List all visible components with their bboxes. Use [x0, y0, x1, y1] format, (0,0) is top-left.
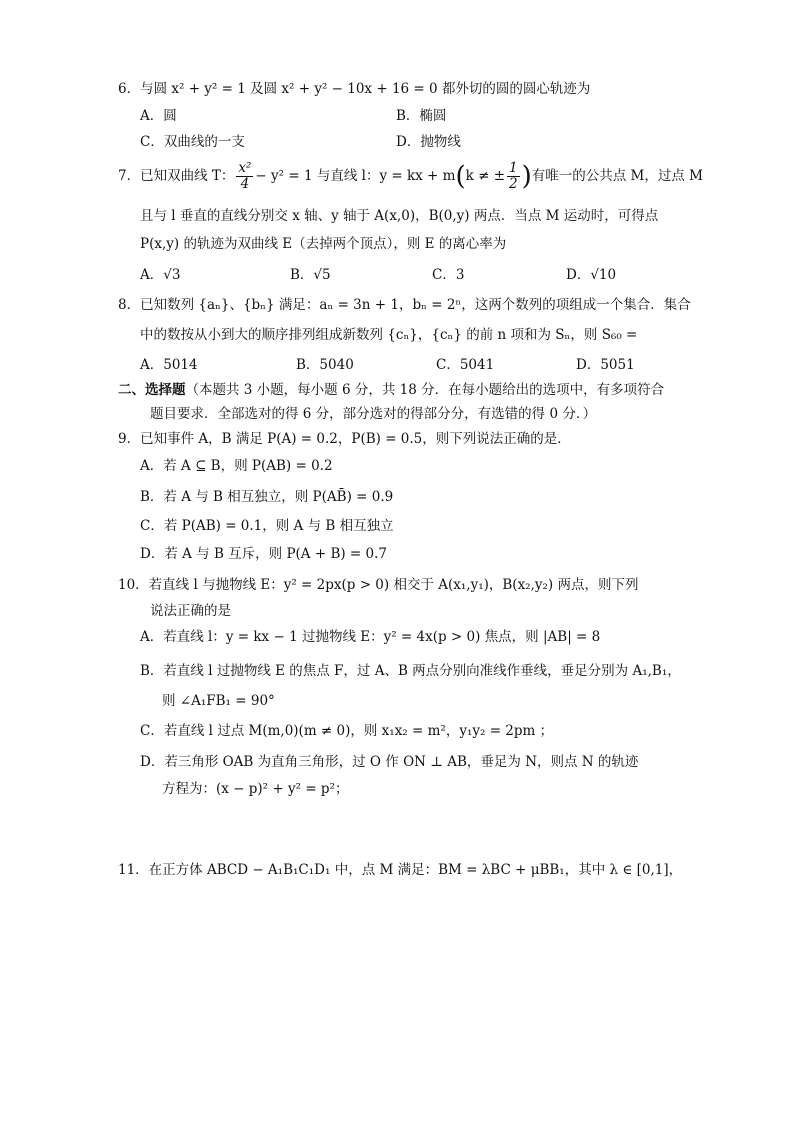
- q10-line-2: 说法正确的是: [150, 603, 231, 619]
- q9-option-c: C．若 P(AB) = 0.1，则 A 与 B 相互独立: [140, 518, 394, 534]
- q7-right-paren: ): [521, 161, 532, 192]
- q9-stem: 9．已知事件 A，B 满足 P(A) = 0.2，P(B) = 0.5，则下列说法正确的是．: [118, 431, 571, 447]
- q8-option-a: A．5014: [140, 357, 198, 373]
- q7-fraction: [236, 161, 253, 192]
- q10-option-c: C．若直线 l 过点 M(m,0)(m ≠ 0)，则 x₁x₂ = m²，y₁y₂ = 2pm ；: [140, 723, 554, 739]
- q8-option-b: B．5040: [296, 357, 354, 373]
- q10-option-d-line-2: 方程为：(x − p)² + y² = p²；: [162, 781, 349, 797]
- q9-option-a: A．若 A ⊆ B，则 P(AB) = 0.2: [140, 458, 333, 474]
- q7-stem-c: 有唯一的公共点 M，过点 M: [531, 168, 703, 184]
- section2-desc-2: 题目要求．全部选对的得 6 分，部分选对的得部分分，有选错的得 0 分．）: [150, 406, 597, 422]
- q6-option-b: B．椭圆: [396, 108, 447, 124]
- q10-line-1: 10．若直线 l 与抛物线 E：y² = 2px(p > 0) 相交于 A(x₁,y₁)，B(x₂,y₂) 两点，则下列: [118, 577, 639, 593]
- q9-option-d: D．若 A 与 B 互斥，则 P(A + B) = 0.7: [140, 546, 387, 562]
- q10-option-a: A．若直线 l：y = kx − 1 过抛物线 E：y² = 4x(p > 0) 焦点，则 |AB| = 8: [140, 629, 601, 645]
- q7-line-2: 且与 l 垂直的直线分别交 x 轴、y 轴于 A(x,0)，B(0,y) 两点．当点 M 运动时，可得点: [140, 208, 659, 224]
- q8-option-d: D．5051: [576, 357, 635, 373]
- q7-cond-fraction: [507, 161, 520, 192]
- q7-option-c: C．3: [432, 267, 465, 283]
- q7-frac-den: 4: [240, 176, 250, 192]
- q7-line-3: P(x,y) 的轨迹为双曲线 E（去掉两个顶点），则 E 的离心率为: [140, 236, 507, 252]
- q7-frac-num: x²: [238, 160, 252, 176]
- q6-option-c: C．双曲线的一支: [140, 134, 245, 150]
- q9-option-b: B．若 A 与 B 相互独立，则 P(AB̄) = 0.9: [140, 489, 394, 505]
- q6-option-a: A．圆: [140, 108, 177, 124]
- q7-option-d: D．√10: [566, 267, 617, 283]
- q7-option-b: B．√5: [290, 267, 331, 283]
- q7-cond-den: 2: [509, 176, 518, 192]
- section2-header: [118, 381, 664, 399]
- q8-line-1: 8．已知数列 {aₙ}、{bₙ} 满足：aₙ = 3n + 1，bₙ = 2ⁿ，这两个数列的项组成一个集合．集合: [118, 297, 691, 313]
- q10-option-b-line-2: 则 ∠A₁FB₁ = 90°: [162, 693, 275, 709]
- q7-cond-num: 1: [509, 160, 518, 176]
- section2-title: 二、选择题: [118, 382, 186, 398]
- q8-line-2: 中的数按从小到大的顺序排列组成新数列 {cₙ}，{cₙ} 的前 n 项和为 Sₙ，则 S₆₀ =: [140, 327, 638, 343]
- q7-cond-a: k ≠ ±: [465, 168, 506, 184]
- q11-stem: 11．在正方体 ABCD − A₁B₁C₁D₁ 中，点 M 满足：BM = λBC + μBB₁，其中 λ ∈ [0,1]，: [118, 862, 683, 878]
- q6-stem: 6．与圆 x² + y² = 1 及圆 x² + y² − 10x + 16 = 0 都外切的圆的圆心轨迹为: [118, 81, 591, 97]
- section2-desc-1: （本题共 3 小题，每小题 6 分，共 18 分．在每小题给出的选项中，有多项符合: [185, 382, 665, 398]
- q7-option-a: A．√3: [140, 267, 181, 283]
- q6-option-d: D．抛物线: [396, 134, 461, 150]
- q7-stem-b: − y² = 1 与直线 l：y = kx + m: [255, 168, 456, 184]
- q7-stem-a: 7．已知双曲线 T：: [118, 168, 235, 184]
- q10-option-d-line-1: D．若三角形 OAB 为直角三角形，过 O 作 ON ⊥ AB，垂足为 N，则点 N 的轨迹: [140, 754, 639, 770]
- q7-left-paren: (: [455, 161, 466, 192]
- q8-option-c: C．5041: [436, 357, 495, 373]
- q7-line-1: [118, 158, 703, 195]
- q10-option-b-line-1: B．若直线 l 过抛物线 E 的焦点 F，过 A、B 两点分别向准线作垂线，垂足分别为 A₁,B₁，: [140, 663, 681, 679]
